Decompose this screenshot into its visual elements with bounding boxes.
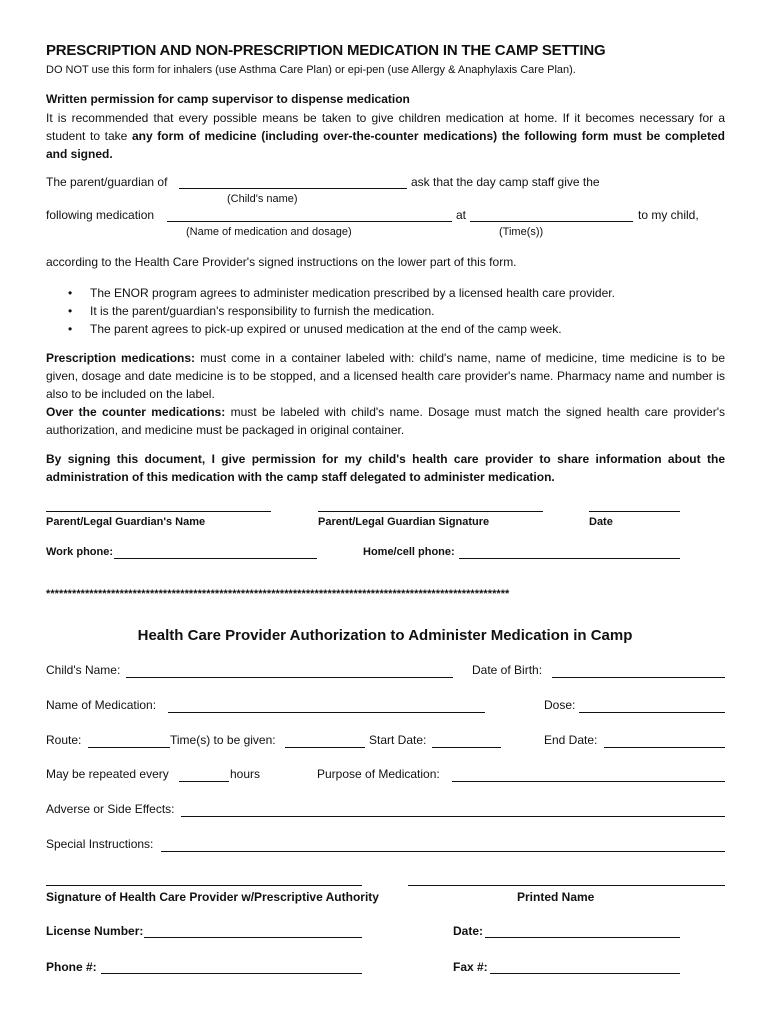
license-number-field[interactable]	[144, 937, 362, 938]
otc-paragraph	[46, 403, 725, 439]
times-blank[interactable]	[470, 221, 633, 222]
childs-name-field[interactable]	[126, 677, 453, 678]
form-title: PRESCRIPTION AND NON-PRESCRIPTION MEDICATION IN THE CAMP SETTING	[46, 42, 606, 59]
times-given-field[interactable]	[285, 747, 365, 748]
at-label: at	[456, 208, 467, 222]
purpose-field[interactable]	[452, 781, 725, 782]
list-item: • The ENOR program agrees to administer medication prescribed by a licensed health care provider.	[90, 284, 730, 302]
medication-name-field[interactable]	[168, 712, 485, 713]
purpose-label: Purpose of Medication:	[317, 767, 440, 781]
parent-line-suffix: ask that the day camp staff give the	[411, 175, 600, 189]
date-of-birth-field[interactable]	[552, 677, 725, 678]
work-phone-line[interactable]	[114, 558, 317, 559]
route-label: Route:	[46, 733, 82, 747]
guardian-name-label: Parent/Legal Guardian's Name	[46, 516, 206, 528]
times-given-label: Time(s) to be given:	[170, 733, 276, 747]
guardian-signature-line[interactable]	[318, 511, 543, 512]
date-of-birth-label: Date of Birth:	[472, 663, 543, 677]
list-item: • The parent agrees to pick-up expired or unused medication at the end of the camp week.	[90, 320, 730, 338]
agreement-bullets	[46, 284, 730, 338]
special-instructions-field[interactable]	[161, 851, 725, 852]
dose-label: Dose:	[544, 698, 576, 712]
following-medication-label: following medication	[46, 208, 155, 222]
provider-date-field[interactable]	[485, 937, 680, 938]
fax-label: Fax #:	[453, 960, 488, 974]
permission-heading: Written permission for camp supervisor to dispense medication	[46, 92, 410, 106]
prescription-paragraph	[46, 349, 725, 403]
printed-name-label: Printed Name	[517, 890, 595, 904]
home-phone-line[interactable]	[459, 558, 680, 559]
provider-date-label: Date:	[453, 924, 484, 938]
medication-dosage-blank[interactable]	[167, 221, 452, 222]
prescription-label: Prescription medications:	[46, 351, 196, 365]
prescription-text: must come in a container labeled with: child's name, name of medicine, time medicine is to be given, dosage and date medicine is to be stopped, and a licensed health care provider's name. Pharmacy name and number is also to be included on the label.	[46, 351, 725, 401]
medication-caption: (Name of medication and dosage)	[186, 226, 352, 238]
provider-signature-line[interactable]	[46, 885, 362, 886]
printed-name-line[interactable]	[408, 885, 725, 886]
repeat-hours-field[interactable]	[179, 781, 229, 782]
adverse-effects-label: Adverse or Side Effects:	[46, 802, 175, 816]
home-phone-label: Home/cell phone:	[363, 546, 455, 558]
according-text: according to the Health Care Provider's signed instructions on the lower part of this form.	[46, 255, 517, 269]
hours-label: hours	[230, 767, 261, 781]
provider-signature-label: Signature of Health Care Provider w/Prescriptive Authority	[46, 890, 379, 904]
dose-field[interactable]	[579, 712, 725, 713]
provider-heading: Health Care Provider Authorization to Administer Medication in Camp	[137, 627, 633, 644]
end-date-field[interactable]	[604, 747, 725, 748]
form-subtitle: DO NOT use this form for inhalers (use Asthma Care Plan) or epi-pen (use Allergy & Anaphylaxis Care Plan).	[46, 64, 576, 76]
repeat-label: May be repeated every	[46, 767, 169, 781]
guardian-name-line[interactable]	[46, 511, 271, 512]
otc-label: Over the counter medications:	[46, 405, 226, 419]
work-phone-label: Work phone:	[46, 546, 114, 558]
start-date-label: Start Date:	[369, 733, 427, 747]
phone-field[interactable]	[101, 973, 362, 974]
consent-text: By signing this document, I give permission for my child's health care provider to share information about the administration of this medication with the camp staff delegated to administer medication.	[46, 452, 725, 484]
permission-paragraph	[46, 109, 725, 163]
list-item: • It is the parent/guardian's responsibility to furnish the medication.	[90, 302, 730, 320]
start-date-field[interactable]	[432, 747, 501, 748]
end-date-label: End Date:	[544, 733, 598, 747]
medication-name-label: Name of Medication:	[46, 698, 157, 712]
route-field[interactable]	[88, 747, 170, 748]
parent-line-prefix: The parent/guardian of	[46, 175, 168, 189]
otc-text: must be labeled with child's name. Dosage must match the signed health care provider's authorization, and medicine must be packaged in original container.	[46, 405, 726, 437]
adverse-effects-field[interactable]	[181, 816, 725, 817]
childs-name-caption: (Child's name)	[227, 193, 298, 205]
guardian-signature-label: Parent/Legal Guardian Signature	[318, 516, 490, 528]
fax-field[interactable]	[490, 973, 680, 974]
phone-label: Phone #:	[46, 960, 97, 974]
separator-stars: ***********************************************************************************************************	[46, 588, 510, 600]
special-instructions-label: Special Instructions:	[46, 837, 154, 851]
guardian-date-label: Date	[589, 516, 613, 528]
time-caption: (Time(s))	[499, 226, 544, 238]
childs-name-blank[interactable]	[179, 188, 407, 189]
permission-text: It is recommended that every possible means be taken to give children medication at home. If it becomes necessary for a student to take	[46, 111, 725, 143]
childs-name-label: Child's Name:	[46, 663, 121, 677]
to-my-child-label: to my child,	[638, 208, 699, 222]
guardian-date-line[interactable]	[589, 511, 680, 512]
permission-text-bold: any form of medicine (including over-the-counter medications) the following form must be completed and signed.	[46, 129, 725, 161]
license-number-label: License Number:	[46, 924, 144, 938]
